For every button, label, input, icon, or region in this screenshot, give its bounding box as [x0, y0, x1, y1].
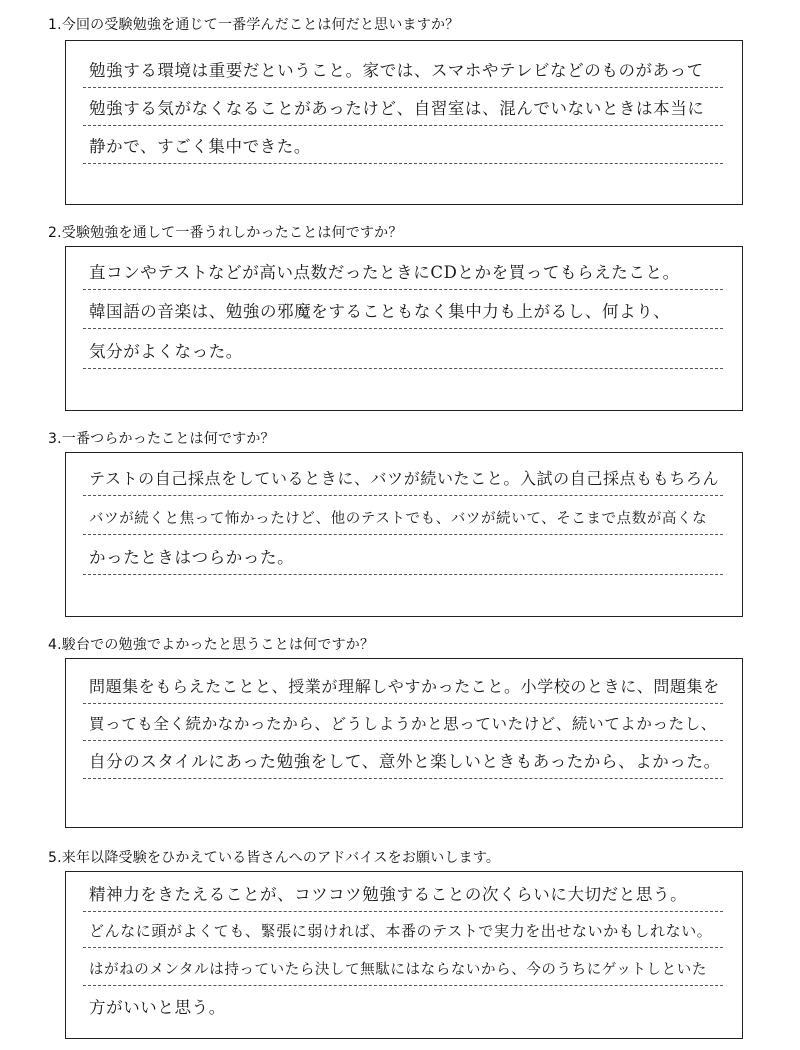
answer-1-line-2: [83, 88, 723, 126]
answer-2-line-3: [83, 331, 723, 369]
question-1-label: 1.今回の受験勉強を通じて一番学んだことは何だと思いますか？: [48, 17, 460, 33]
answer-1-line-1: [83, 50, 723, 88]
question-5-label: 5.来年以降受験をひかえている皆さんへのアドバイスをお願いします。: [48, 850, 501, 866]
question-2-label: 2.受験勉強を通して一番うれしかったことは何ですか？: [48, 225, 403, 241]
answer-2-line-1: [83, 252, 723, 290]
answer-text: かったときはつらかった。: [89, 548, 295, 567]
answer-5-line-3: [83, 948, 723, 986]
answer-3-line-3: [83, 537, 723, 575]
answer-5-line-2: [83, 910, 723, 948]
answer-text: 直コンやテストなどが高い点数だったときにCDとかを買ってもらえたこと。: [89, 263, 680, 282]
answer-text: 精神力をきたえることが、コツコツ勉強することの次くらいに大切だと思う。: [89, 885, 688, 904]
answer-2-line-2: [83, 291, 723, 329]
answer-4-line-2: [83, 703, 723, 741]
answer-1-line-3: [83, 126, 723, 164]
answer-text: 勉強する環境は重要だということ。家では、スマホやテレビなどのものがあって: [89, 61, 704, 80]
answer-text: 方がいいと思う。: [89, 998, 226, 1017]
answer-text: 勉強する気がなくなることがあったけど、自習室は、混んでいないときは本当に: [89, 99, 705, 118]
answer-5-line-4: [83, 986, 723, 1024]
answer-text: 自分のスタイルにあった勉強をして、意外と楽しいときもあったから、よかった。: [89, 752, 721, 771]
answer-3-line-2: [83, 497, 723, 535]
answer-text: はがねのメンタルは持っていたら決して無駄にはならないから、今のうちにゲットしといた: [89, 962, 707, 978]
answer-5-line-1: [83, 874, 723, 912]
answer-text: バツが続くと焦って怖かったけど、他のテストでも、バツが続いて、そこまで点数が高くな: [89, 511, 708, 527]
answer-4-line-1: [83, 666, 723, 704]
answer-text: 静かで、すごく集中できた。: [89, 137, 311, 156]
answer-text: どんなに頭がよくても、緊張に弱ければ、本番のテストで実力を出せないかもしれない。: [89, 922, 713, 940]
answer-4-line-3: [83, 741, 723, 779]
question-3-label: 3.一番つらかったことは何ですか？: [48, 431, 275, 447]
answer-text: テストの自己採点をしているときに、バツが続いたこと。入試の自己採点ももちろん: [89, 469, 720, 488]
answer-text: 気分がよくなった。: [89, 342, 243, 361]
answer-text: 問題集をもらえたことと、授業が理解しやすかったこと。小学校のときに、問題集を: [89, 677, 720, 696]
question-4-label: 4.駿台での勉強でよかったと思うことは何ですか？: [48, 637, 375, 653]
answer-text: 買っても全く続かなかったから、どうしようかと思っていたけど、続いてよかったし、: [89, 715, 717, 733]
answer-text: 韓国語の音楽は、勉強の邪魔をすることもなく集中力も上がるし、何より、: [89, 302, 671, 321]
answer-3-line-1: [83, 458, 723, 496]
